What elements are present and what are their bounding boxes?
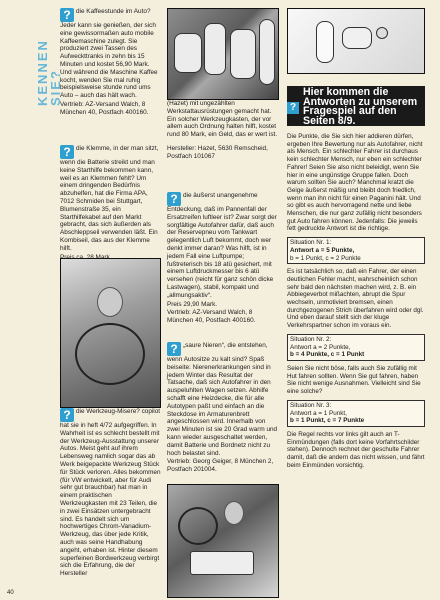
- col2-text-2: die äußerst unangenehme Entdeckung, daß im Pannenfall der Ersatzreifen luftleer ist? Zwar sorgt der sorgfältige Autofahrer dafür, daß auch der Reservepneu vom Tankwart gelegentlich Luft bekommt, doch wer denkt immer daran? Was hilft, ist in jedem Fall eine Luftpumpe; fußtreterisch bis 18 atü gesichert, mit einem Luftdruckmesser bis 6 atü versehen (reicht für ganz schön dicke Lastwagen), stabil, kompakt und „allmungsaktiv“.: [167, 192, 277, 299]
- answer-body: [287, 133, 425, 469]
- tool-shape: [230, 29, 256, 79]
- column-middle: [167, 8, 279, 592]
- answer-headline: [287, 86, 425, 126]
- col1-text-2: die Klemme, in der man sitzt, wenn die Batterie streikt und man keine Starthilfe bekommen kann, weil es an Klemmen fehlt? Um einem dringenden Bedürfnis abzuhelfen, hat die Firma APA, 7012 Schmiden bei Stuttgart, Blumenstraße 35, ein Starthilfekabel auf den Markt gebracht, das sich äußerden als Abschleppseil verwenden läßt. Ein Kombiseil, das aus der Klemme hilft.: [60, 145, 159, 252]
- face-illustration: [97, 287, 123, 317]
- tool-shape: [259, 19, 275, 85]
- side-title-text: KENNEN SIE?: [35, 39, 63, 106]
- page-number: 40: [7, 590, 14, 596]
- situation-2-line-2: b = 4 Punkte, c = 1 Punkt: [290, 351, 365, 359]
- tool-shape: [204, 23, 226, 75]
- question-block-6: [167, 342, 279, 474]
- col2-meta-1: Hersteller: Hazet, 5630 Remscheid, Postfach 101067: [167, 144, 268, 160]
- col2-text-1: (Hazet) mit ungezählten Werkstattausrüstungen gemacht hat. Ein solcher Werkzeugkasten, der vor allem auch Ordnung halten hilft, kostet rund 80 Mark, ein Geld, das er wert ist.: [167, 100, 278, 139]
- side-title: [16, 8, 63, 108]
- steering-wheel-illustration: [178, 507, 218, 545]
- photo-seat-heater: [167, 484, 279, 598]
- column-left: [60, 8, 161, 592]
- question-block-4: [167, 100, 279, 161]
- pump-gauge: [376, 27, 388, 39]
- photo-pump: [287, 8, 425, 74]
- face-illustration: [224, 501, 244, 525]
- col2-meta-4: Vertrieb: Georg Geiger, 8 München 2, Postfach 201004.: [167, 458, 274, 474]
- question-icon: ?: [167, 192, 181, 206]
- answer-paragraph-4: Die Regel rechts vor links gilt auch an T-Einmündungen (falls dort keine Vorfahrtschilder stehen). Dennoch rechnet der geschulte Fahrer damit, daß die andern das nicht wissen, und fährt beim Einmünden vorsichtig.: [287, 430, 425, 469]
- score-box-1: [287, 237, 425, 264]
- seat-cover-illustration: [190, 551, 254, 575]
- answer-paragraph-3: Seien Sie nicht böse, falls auch Sie zufällig mit Hut fahren sollten. Wenn Sie gut fahren, haben Sie nicht wenige Ausnahmen. Vielleicht sind Sie eine solche?: [287, 364, 421, 396]
- question-block-2: [60, 145, 161, 261]
- question-block-1: [60, 8, 161, 117]
- situation-3-line-1: Antwort a = 1 Punkt,: [290, 409, 347, 417]
- col2-meta-2: Preis 29,90 Mark.: [167, 300, 218, 308]
- question-icon: ?: [167, 342, 181, 356]
- photo-woman-driver: [60, 258, 161, 408]
- situation-1-line-2: b = 1 Punkt, c = 2 Punkte: [290, 254, 361, 262]
- question-icon: ?: [60, 408, 74, 422]
- photo-tool-case: [167, 8, 279, 100]
- question-block-5: [167, 192, 279, 325]
- question-icon: ?: [60, 8, 74, 22]
- blue-square-icon: ?: [287, 102, 299, 114]
- col1-meta-1: Vertrieb: AZ-Versand Walch, 8 München 40, Postfach 400160.: [60, 100, 149, 116]
- situation-1-line-1: Antwort a = 5 Punkte,: [290, 246, 355, 254]
- column-right: [287, 8, 425, 592]
- answer-paragraph-2: Es ist tatsächlich so, daß ein Fahrer, der einen deutlichen Fehler macht, wahrscheinlich schon sehr bald den nächsten machen wird, z. B. ein Abbiegeverbot mißachten, abrupt die Spur wechseln, unmotiviert bremsen, einen durchgezogenen Strich überfahren wird oder dgl. Und eben darauf stellt sich der kluge Verkehrspartner schon im voraus ein.: [287, 268, 424, 330]
- situation-2-title: Situation Nr. 2:: [290, 335, 332, 343]
- col1-text-1: die Kaffeestunde im Auto? Jeder kann sie genießen, der sich eine gewissormaßen auto mobile Kaffeemaschine zulegt. Sie produziert zwei Tassen des Aufweckttranks in zehn bis 15 Minuten und kostet 56,90 Mark. Und während die Maschine Kaffee kocht, wenden Sie mal ruhig beispielsweise stunde rund ums Auto – auch das hält wach.: [60, 8, 158, 100]
- pump-shape: [316, 21, 334, 63]
- situation-3-line-2: b = 1 Punkt, c = 7 Punkte: [290, 417, 365, 425]
- answer-paragraph-1: Die Punkte, die Sie sich hier addieren dürfen, ergeben Ihre Bewertung nur als Autofahrer, nicht als Mensch. Ein schlechter Fahrer ist durchaus kein schlechter Mensch, nur eben ein schlechter Fahrer! Seien Sie also nicht beleidigt, wenn Sie hier in eine ungünstige Gruppe fallen. Doch warum sollten Sie auch? Manchmal kratzt die Geige äußerst mäßig und bleibt doch friedlich, wenn man ihn nicht für einen Paganini hält. Und so gibt es auch hervorragend nette und liebe Menschen, die nur ganz zufällig nicht besonders gut Auto fahren können. Jedenfalls: Die jeweils fett gedruckte Antwort ist die richtige.: [287, 133, 423, 233]
- score-box-2: [287, 334, 425, 361]
- score-box-3: [287, 400, 425, 427]
- pump-shape: [342, 27, 372, 49]
- situation-1-title: Situation Nr. 1:: [290, 239, 332, 247]
- question-icon: ?: [60, 145, 74, 159]
- headline-text: Hier kommen die Antworten zu unserem Fragespiel auf den Seiten 8/9.: [303, 86, 418, 127]
- col2-text-3: „saure Nieren“, die entstehen, wenn Autositze zu kalt sind? Spaß beiseite: Nierenerkrankungen sind in jedem Winter das Resultat der Tatsache, daß sich Autofahrer in den auspeluhlten Wagen setzen. Abhilfe schafft eine Heizdecke, die für alle Autotypen paßt und einfach an die Steckdose im Armaturenbrett angeschlossen wird. Innerhalb von zwei Minuten ist sie 20 Grad warm und kann wieder ausgeschaltet werden, damit Batterie und Bordnetz nicht zu hoch belastet sind.: [167, 342, 278, 457]
- question-block-3: [60, 408, 161, 578]
- col1-text-3: die Werkzeug-Misere? copilot hat sie in heft 4/72 aufgegriffen. In Wahrheit ist es schlecht bestellt mit der Werkzeug-Ausstattung unserer Autos. Meist geht auf ihrem Lebensweg namlich sogar das ab Werk beigepackte Werkzeug Stück für Stück verloren. Alles bekommen (für VW entwickelt, aber für Audi sehr gut brauchbar) hat man in einem praktischen Werkzeugkasten mit 23 Teilen, die in zwei Einsätzen untergebracht sind. Es handelt sich um hochwertiges Chrom-Vanadium-Werkzeug, das über jede Kritik, auch was seine Handhabung angeht, erhaben ist. Hinter diesem superfeinen Bordwerkzeug verbirgt sich die Erfahrung, die der Hersteller: [60, 408, 161, 578]
- situation-3-title: Situation Nr. 3:: [290, 401, 332, 409]
- tool-shape: [174, 33, 202, 73]
- situation-2-line-1: Antwort a = 2 Punkte,: [290, 343, 351, 351]
- steering-wheel-illustration: [75, 323, 145, 385]
- col2-meta-3: Vertrieb: AZ-Versand Walch, 8 München 40, Postfach 400160.: [167, 309, 256, 325]
